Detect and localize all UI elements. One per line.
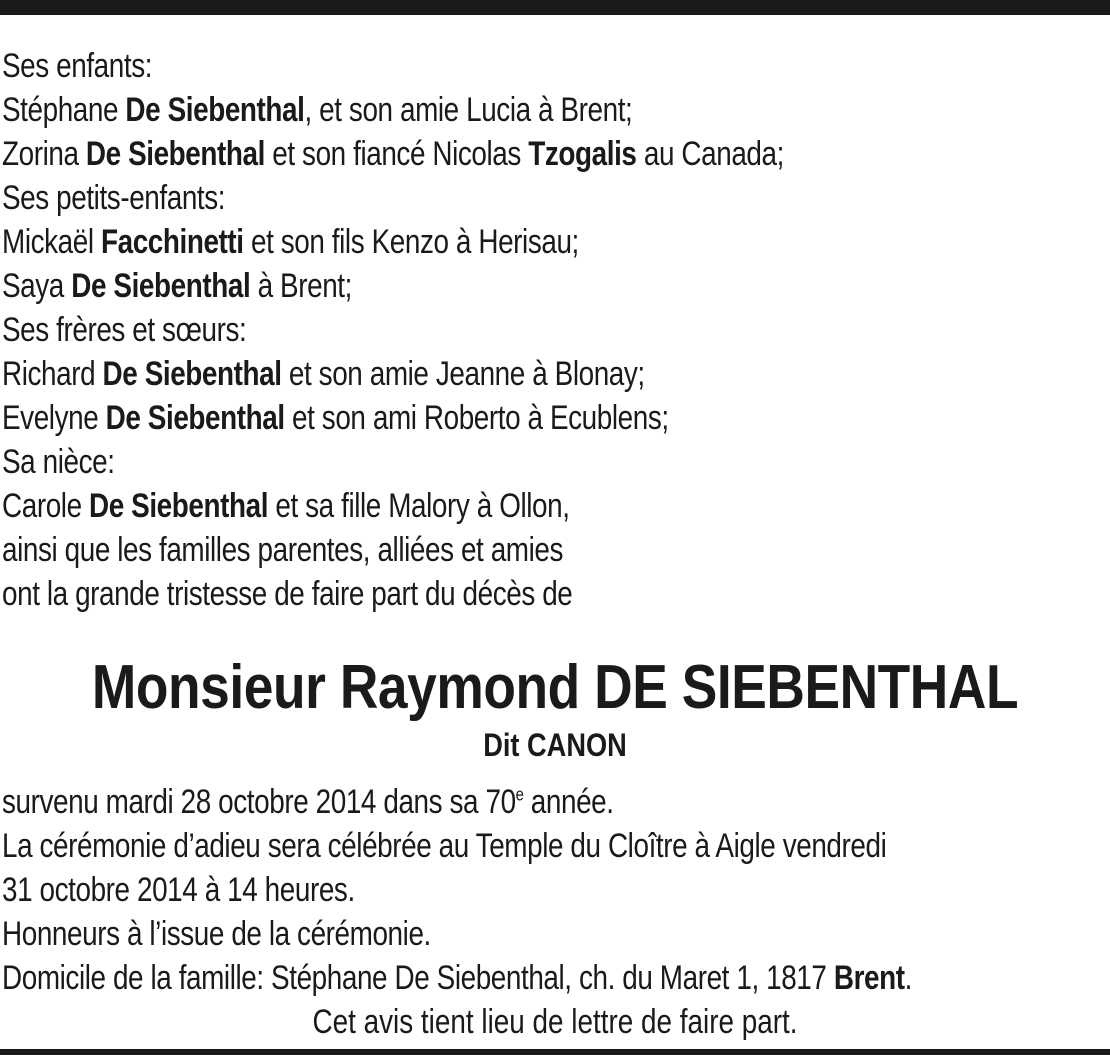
ordinal-suffix: e xyxy=(515,784,524,805)
also-line: ainsi que les familles parentes, alliées et amies xyxy=(2,531,564,569)
first-name: Richard xyxy=(2,355,103,393)
surname: De Siebenthal xyxy=(105,399,285,437)
death-text: survenu mardi 28 octobre 2014 dans sa 70 xyxy=(2,783,516,821)
family-line xyxy=(2,220,909,264)
heading-grandchildren: Ses petits-enfants: xyxy=(2,179,226,217)
first-name: Evelyne xyxy=(2,399,106,437)
family-line xyxy=(2,352,909,396)
family-line xyxy=(2,88,909,132)
domicile-line xyxy=(2,956,912,1000)
detail: et son amie Jeanne à Blonay; xyxy=(281,355,645,393)
bottom-rule xyxy=(0,1049,1110,1055)
closing-line: Cet avis tient lieu de lettre de faire part. xyxy=(312,1003,798,1041)
detail: au Canada; xyxy=(636,135,784,173)
ceremony-line: 31 octobre 2014 à 14 heures. xyxy=(2,871,355,909)
first-name: Mickaël xyxy=(2,223,101,261)
surname: De Siebenthal xyxy=(85,135,265,173)
obituary-notice xyxy=(2,44,1108,1044)
detail: et sa fille Malory à Ollon, xyxy=(268,487,570,525)
family-line xyxy=(2,132,909,176)
first-name: Carole xyxy=(2,487,90,525)
detail: et son fiancé Nicolas xyxy=(264,135,529,173)
first-name: Stéphane xyxy=(2,91,126,129)
deceased-block xyxy=(2,648,1108,766)
ceremony-line: La cérémonie d’adieu sera célébrée au Temple du Cloître à Aigle vendredi xyxy=(2,827,887,865)
surname: Tzogalis xyxy=(528,135,637,173)
surname: De Siebenthal xyxy=(125,91,305,129)
detail: et son fils Kenzo à Herisau; xyxy=(243,223,579,261)
death-text-end: année. xyxy=(523,783,614,821)
surname: Facchinetti xyxy=(100,223,244,261)
first-name: Zorina xyxy=(2,135,86,173)
detail: , et son amie Lucia à Brent; xyxy=(304,91,633,129)
surname: De Siebenthal xyxy=(89,487,269,525)
heading-siblings: Ses frères et sœurs: xyxy=(2,311,247,349)
surname: De Siebenthal xyxy=(71,267,251,305)
death-line xyxy=(2,780,909,824)
domicile-town: Brent xyxy=(833,959,905,997)
announce-line: ont la grande tristesse de faire part du décès de xyxy=(2,575,573,613)
detail: et son ami Roberto à Ecublens; xyxy=(284,399,669,437)
honours-line: Honneurs à l’issue de la cérémonie. xyxy=(2,915,431,953)
detail: à Brent; xyxy=(250,267,352,305)
deceased-name: Monsieur Raymond DE SIEBENTHAL xyxy=(91,653,1019,722)
heading-children: Ses enfants: xyxy=(2,47,153,85)
family-line xyxy=(2,396,909,440)
family-line xyxy=(2,484,909,528)
ceremony-info xyxy=(2,780,1108,1044)
surname: De Siebenthal xyxy=(102,355,282,393)
domicile-end: . xyxy=(904,959,912,997)
first-name: Saya xyxy=(2,267,72,305)
nickname: Dit CANON xyxy=(483,727,627,763)
heading-niece: Sa nièce: xyxy=(2,443,115,481)
top-rule xyxy=(0,0,1110,15)
family-line xyxy=(2,264,909,308)
domicile-text: Domicile de la famille: Stéphane De Siebenthal, ch. du Maret 1, 1817 xyxy=(2,959,834,997)
